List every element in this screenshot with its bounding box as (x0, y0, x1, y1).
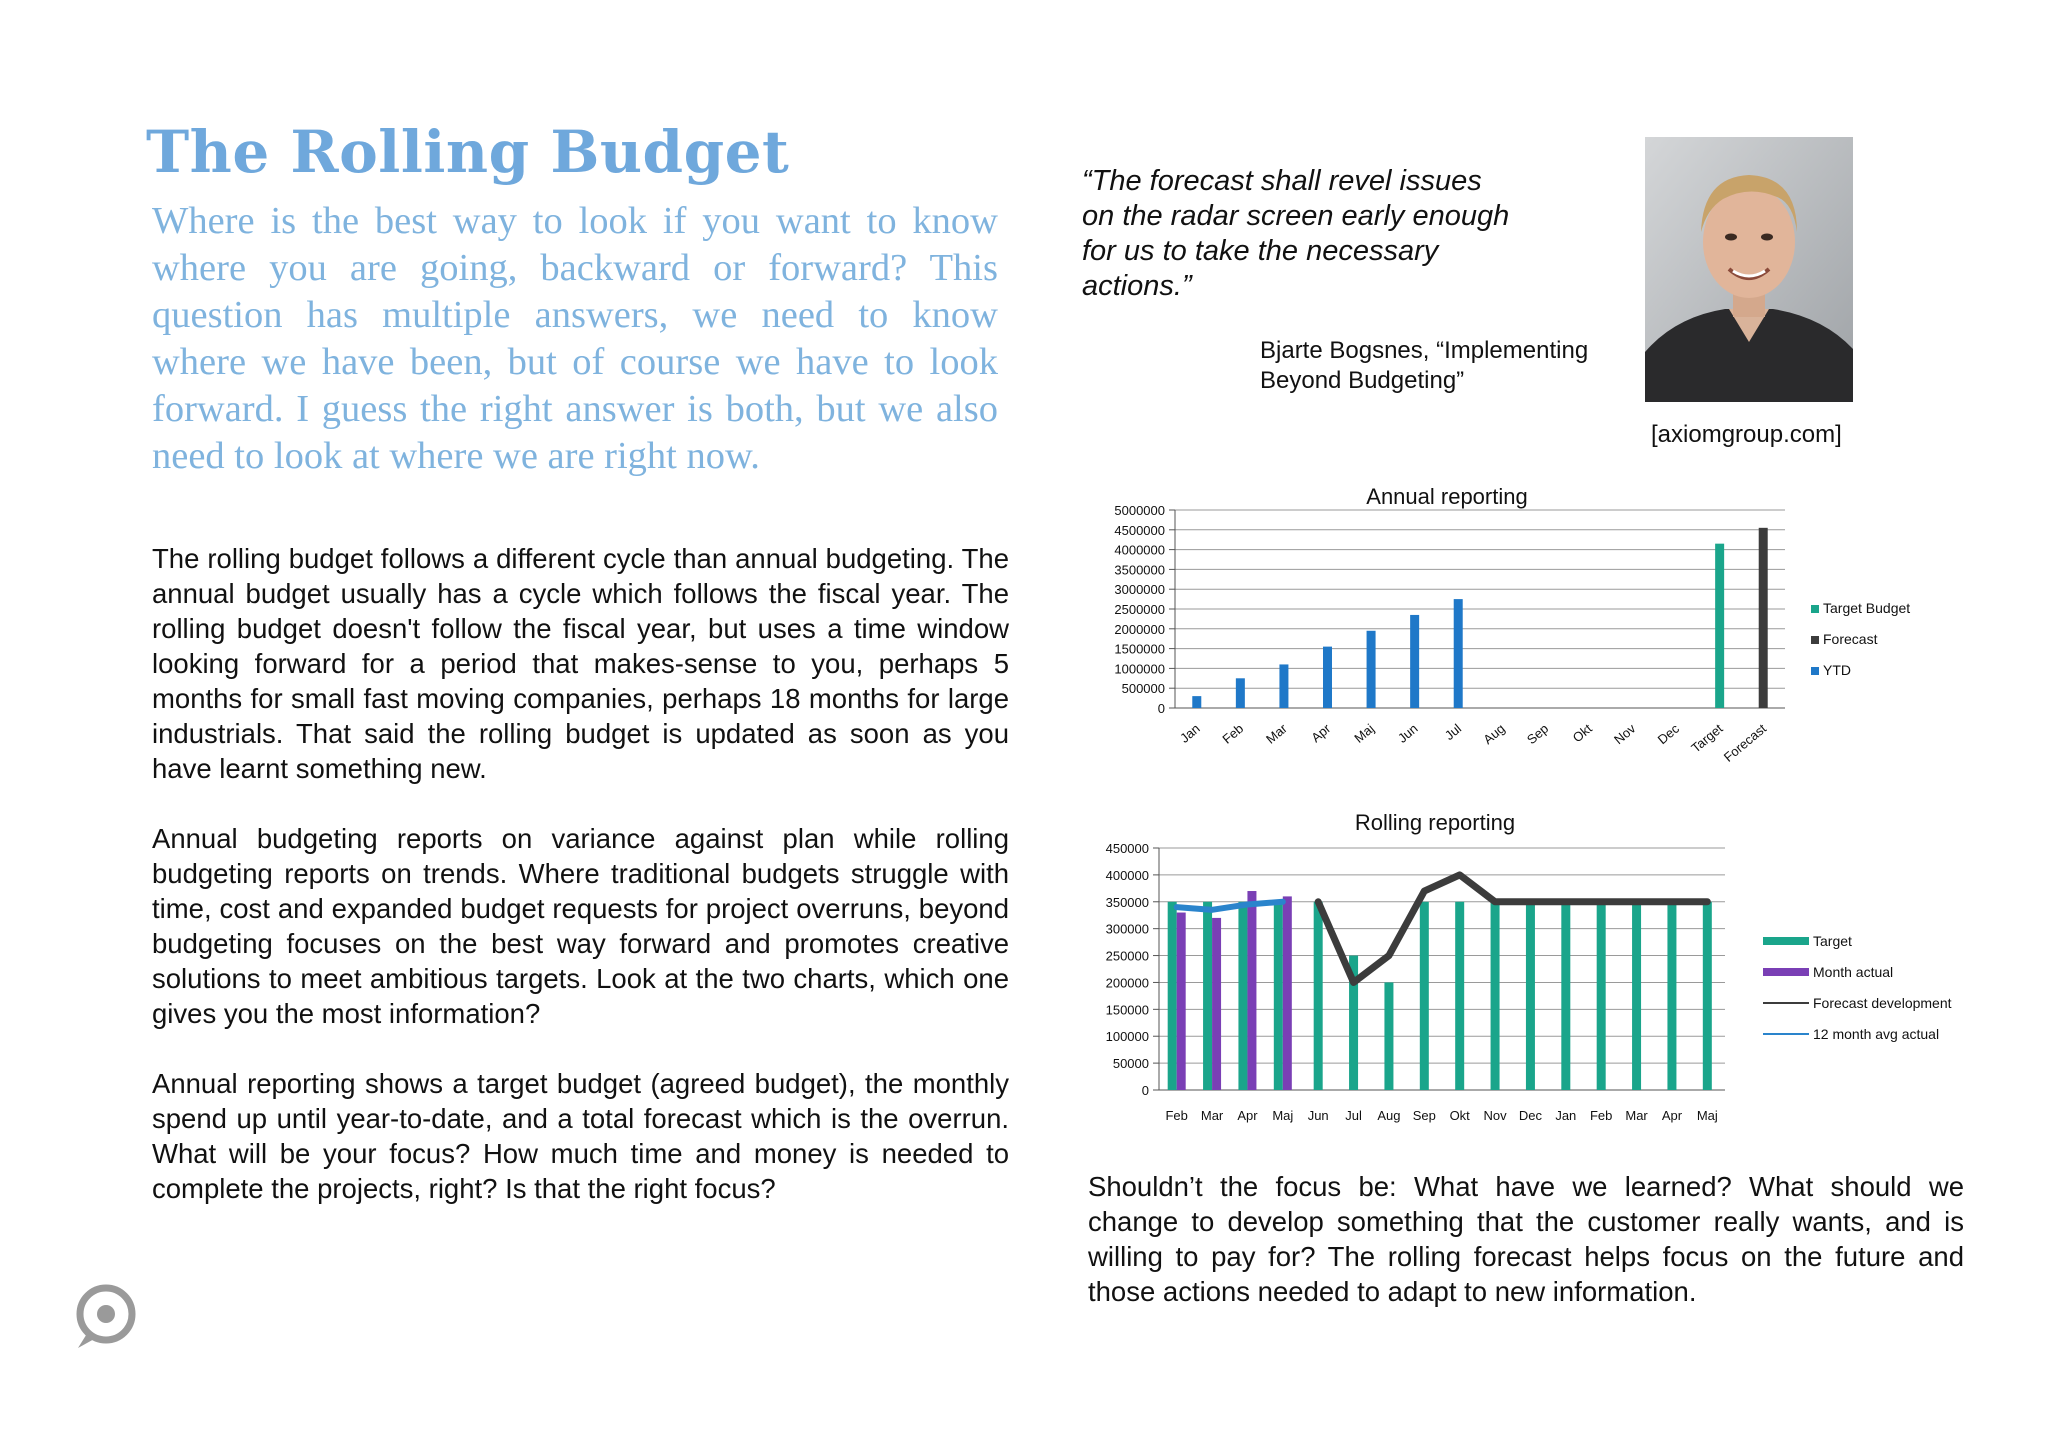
y-tick-label: 1000000 (1114, 661, 1165, 677)
x-tick-label: Feb (1589, 1108, 1613, 1123)
y-tick-label: 400000 (1105, 867, 1149, 883)
x-tick-label: Aug (1377, 1108, 1401, 1123)
logo-icon (68, 1280, 142, 1354)
y-tick-label: 300000 (1105, 921, 1149, 937)
chart-title: Annual reporting (1366, 484, 1528, 509)
x-tick-label: Apr (1308, 720, 1334, 746)
bar-ytd (1279, 664, 1288, 708)
bar-target (1384, 982, 1393, 1090)
y-tick-label: 3500000 (1114, 562, 1165, 578)
y-tick-label: 500000 (1121, 681, 1165, 697)
x-tick-label: Sep (1523, 720, 1552, 748)
legend-label: 12 month avg actual (1813, 1026, 1940, 1042)
bar-target (1561, 902, 1570, 1090)
x-tick-label: Forecast (1720, 720, 1770, 765)
y-tick-label: 200000 (1105, 975, 1149, 991)
legend-swatch (1811, 605, 1819, 613)
y-tick-label: 100000 (1105, 1029, 1149, 1045)
bar-month-actual (1283, 896, 1292, 1090)
bar-target (1667, 902, 1676, 1090)
bar-ytd (1323, 647, 1332, 708)
x-tick-label: Jul (1441, 720, 1465, 743)
x-tick-label: Jan (1555, 1108, 1577, 1123)
legend-swatch (1811, 667, 1819, 675)
legend-label: Month actual (1813, 964, 1894, 980)
bar-target (1420, 902, 1429, 1090)
avg-actual-line (1177, 902, 1283, 910)
rolling-reporting-chart (1085, 806, 1985, 1136)
legend-swatch (1763, 968, 1809, 976)
x-tick-label: Dec (1654, 720, 1682, 748)
bar-ytd (1410, 615, 1419, 708)
x-tick-label: Okt (1449, 1108, 1470, 1123)
legend-label: Forecast development (1813, 995, 1952, 1011)
bar-target (1597, 902, 1606, 1090)
x-tick-label: Jan (1177, 720, 1203, 746)
x-tick-label: Maj (1351, 720, 1377, 746)
author-portrait (1645, 137, 1853, 402)
bar-month-actual (1212, 918, 1221, 1090)
x-tick-label: Jun (1394, 720, 1421, 746)
body-paragraph-2: Annual budgeting reports on variance against plan while rolling budgeting reports on trends. Where traditional budgets struggle with time, cost and expanded budget requests for project overruns, beyond budgeting focuses on the best way forward and promotes creative solutions to meet ambitious targets. Look at the two charts, which one gives you the most information? (152, 823, 1009, 1029)
y-tick-label: 2500000 (1114, 602, 1165, 617)
quote-attribution: Bjarte Bogsnes, “Implementing Beyond Budgeting” (1260, 337, 1589, 394)
y-tick-label: 250000 (1105, 948, 1149, 964)
bar-ytd (1192, 696, 1201, 708)
conclusion-paragraph: Shouldn’t the focus be: What have we learned? What should we change to develop something that the customer really wants, and is willing to pay for? The rolling forecast helps focus on the future and those actions needed to adapt to new information. (1088, 1171, 1964, 1307)
y-tick-label: 4000000 (1114, 542, 1165, 558)
bar-ytd (1454, 599, 1463, 708)
bar-target (1703, 902, 1712, 1090)
legend-label: Target (1813, 933, 1852, 949)
y-tick-label: 2000000 (1114, 621, 1165, 637)
y-tick-label: 0 (1141, 1083, 1149, 1098)
x-tick-label: Jul (1345, 1108, 1362, 1123)
bar-target (1314, 902, 1323, 1090)
intro-paragraph: Where is the best way to look if you want to know where you are going, backward or forward? This question has multiple answers, we need to know where we have been, but of course we have to look forward. I guess the right answer is both, but we also need to look at where we are right now. (152, 200, 998, 477)
annual-reporting-chart (1085, 478, 1985, 783)
x-tick-label: Apr (1661, 1108, 1683, 1123)
legend-swatch (1811, 636, 1819, 644)
x-tick-label: Maj (1696, 1108, 1718, 1123)
y-tick-label: 0 (1157, 701, 1165, 716)
y-tick-label: 450000 (1105, 841, 1149, 856)
legend-swatch (1763, 937, 1809, 945)
bar-ytd (1367, 631, 1376, 708)
bar-target (1491, 902, 1500, 1090)
photo-credit: [axiomgroup.com] (1651, 421, 1842, 448)
chart-title: Rolling reporting (1354, 810, 1516, 835)
x-tick-label: Dec (1518, 1108, 1542, 1123)
bar-target (1632, 902, 1641, 1090)
legend-label: YTD (1823, 662, 1851, 678)
bar-target (1274, 902, 1283, 1090)
body-paragraph-1: The rolling budget follows a different cycle than annual budgeting. The annual budget usually has a cycle which follows the fiscal year. The rolling budget doesn't follow the fiscal year, but uses a time window looking forward for a period that makes-sense to you, perhaps 5 months for small fast moving companies, perhaps 18 months for large industrials. That said the rolling budget is updated as soon as you have learnt something new. (152, 543, 1009, 784)
bar-forecast (1759, 528, 1768, 708)
y-tick-label: 350000 (1105, 894, 1149, 910)
bar-target (1168, 902, 1177, 1090)
y-tick-label: 150000 (1105, 1002, 1149, 1018)
x-tick-label: Mar (1625, 1108, 1648, 1123)
x-tick-label: Aug (1480, 720, 1508, 748)
x-tick-label: Mar (1200, 1108, 1224, 1123)
x-tick-label: Target (1688, 720, 1726, 756)
bar-target (1203, 902, 1212, 1090)
x-tick-label: Apr (1237, 1108, 1258, 1123)
bar-target-budget (1715, 544, 1724, 708)
quote-text: “The forecast shall revel issues on the radar screen early enough for us to take the necessary actions.” (1082, 165, 1510, 302)
x-tick-label: Jun (1307, 1108, 1329, 1123)
bar-target (1526, 902, 1535, 1090)
y-tick-label: 1500000 (1114, 641, 1165, 657)
page-title: The Rolling Budget (146, 118, 790, 186)
bar-ytd (1236, 678, 1245, 708)
y-tick-label: 50000 (1112, 1056, 1149, 1072)
x-tick-label: Feb (1219, 720, 1247, 747)
y-tick-label: 5000000 (1114, 503, 1165, 518)
legend-label: Forecast (1823, 631, 1878, 647)
y-tick-label: 3000000 (1114, 582, 1165, 598)
body-paragraph-3: Annual reporting shows a target budget (agreed budget), the monthly spend up until year-to-date, and a total forecast which is the overrun. What will be your focus? How much time and money is needed to complete the projects, right? Is that the right focus? (152, 1068, 1009, 1204)
bar-target (1238, 902, 1247, 1090)
bar-month-actual (1177, 913, 1186, 1090)
x-tick-label: Nov (1483, 1108, 1507, 1123)
y-tick-label: 4500000 (1114, 522, 1165, 538)
x-tick-label: Maj (1272, 1108, 1294, 1123)
legend-label: Target Budget (1823, 600, 1911, 616)
bar-month-actual (1247, 891, 1256, 1090)
bar-target (1455, 902, 1464, 1090)
x-tick-label: Feb (1165, 1108, 1188, 1123)
x-tick-label: Mar (1263, 720, 1290, 747)
x-tick-label: Nov (1611, 720, 1639, 748)
x-tick-label: Sep (1412, 1108, 1436, 1123)
x-tick-label: Okt (1569, 720, 1595, 746)
